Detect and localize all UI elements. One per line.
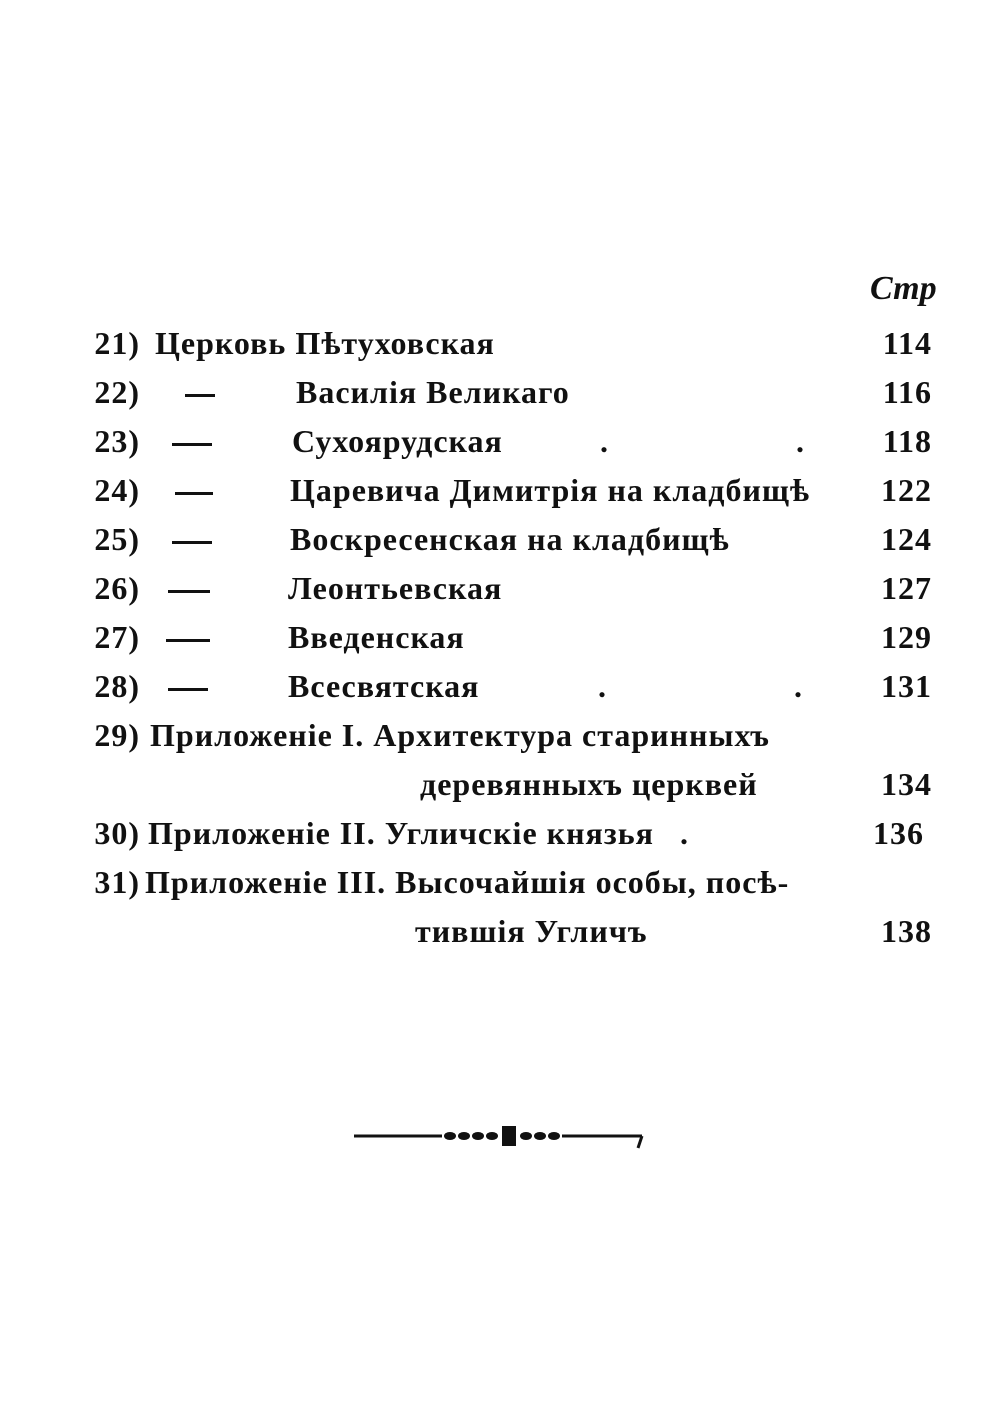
ditto-dash [185,394,215,397]
ditto-dash [172,541,212,544]
entry-page-number: 118 [882,423,932,459]
toc-entry-23 [0,423,1000,471]
toc-entry-31 [0,864,1000,912]
entry-page-number: 138 [881,913,932,949]
entry-title: Введенская [288,619,465,655]
leader-dots: . . [600,423,894,459]
entry-number: 25) [94,521,140,557]
toc-entry-30 [0,815,1000,863]
ornamental-divider-icon [352,1118,652,1154]
entry-title-continuation: тившія Угличъ [415,913,648,949]
entry-page-number: 136 [873,815,924,851]
leader-dots: . [680,815,689,851]
leader-dots: . . [598,668,892,704]
toc-entry-21 [0,325,1000,373]
toc-entry-29-continuation [0,766,1000,814]
toc-entry-24 [0,472,1000,520]
entry-number: 30) [94,815,140,851]
entry-title: Леонтьевская [288,570,503,606]
entry-title: Церковь Пѣтуховская [155,325,495,361]
toc-entry-29 [0,717,1000,765]
entry-number: 23) [94,423,140,459]
entry-title: Приложеніе III. Высочайшія особы, посѣ- [145,864,790,900]
entry-page-number: 127 [881,570,932,606]
toc-entry-28 [0,668,1000,716]
entry-page-number: 131 [881,668,932,704]
entry-title: Приложеніе I. Архитектура старинныхъ [150,717,770,753]
ditto-dash [166,639,210,642]
entry-number: 31) [94,864,140,900]
entry-number: 26) [94,570,140,606]
entry-title: Всесвятская [288,668,480,704]
entry-page-number: 129 [881,619,932,655]
entry-number: 24) [94,472,140,508]
entry-title-continuation: деревянныхъ церквей [420,766,758,802]
entry-page-number: 134 [881,766,932,802]
toc-entry-22 [0,374,1000,422]
entry-number: 27) [94,619,140,655]
ditto-dash [168,688,208,691]
entry-number: 28) [94,668,140,704]
toc-entry-27 [0,619,1000,667]
toc-entry-25 [0,521,1000,569]
toc-entry-31-continuation [0,913,1000,961]
ditto-dash [175,492,213,495]
entry-page-number: 116 [882,374,932,410]
entry-title: Василія Великаго [296,374,570,410]
ditto-dash [168,590,210,593]
entry-title: Воскресенская на кладбищѣ [290,521,730,557]
entry-title: Царевича Димитрія на кладбищѣ [290,472,811,508]
entry-title: Сухоярудская [292,423,503,459]
ditto-dash [172,443,212,446]
page-column-header: Стр [870,270,937,307]
entry-page-number: 122 [881,472,932,508]
toc-entry-26 [0,570,1000,618]
entry-number: 29) [94,717,140,753]
entry-number: 22) [94,374,140,410]
entry-title: Приложеніе II. Угличскіе князья [148,815,654,851]
entry-page-number: 114 [882,325,932,361]
entry-page-number: 124 [881,521,932,557]
entry-number: 21) [94,325,140,361]
